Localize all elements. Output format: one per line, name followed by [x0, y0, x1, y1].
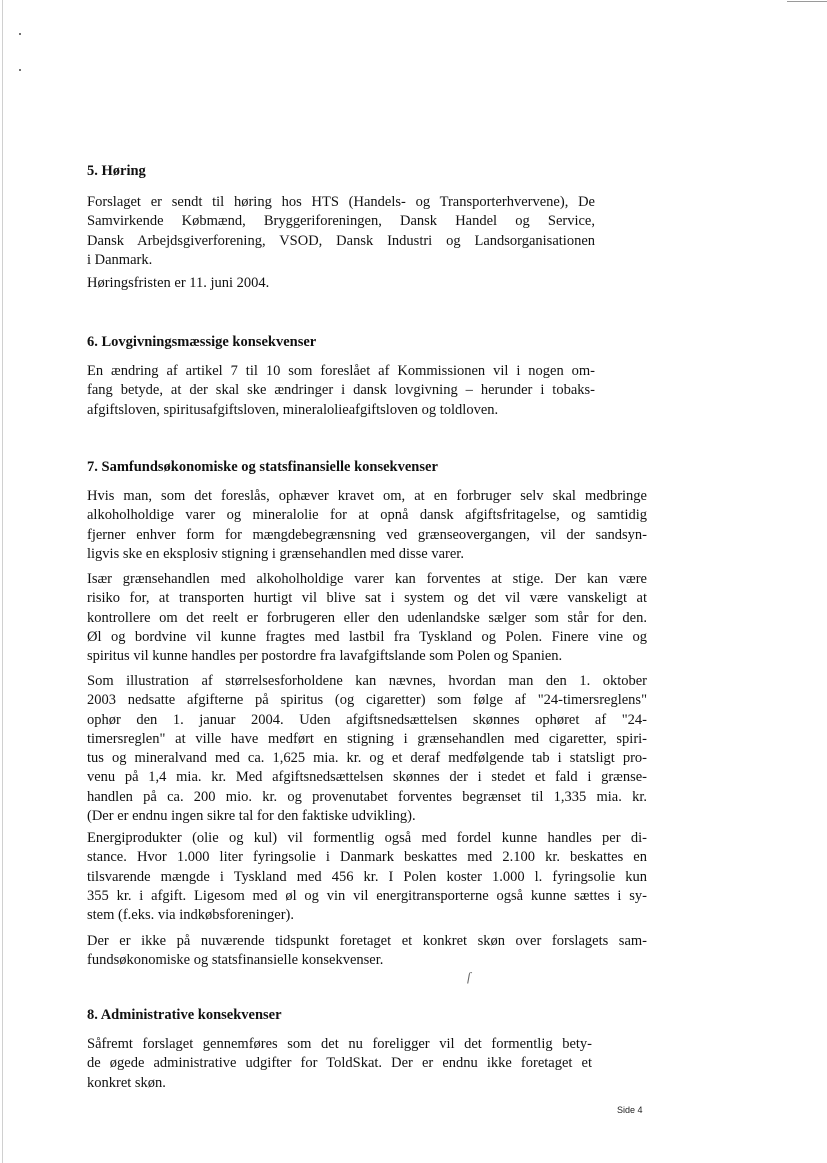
scan-dot — [19, 69, 21, 71]
page-number: Side 4 — [617, 1105, 643, 1115]
text-line: alkoholholdige varer og mineralolie for at opnå dansk afgiftsfritagelse, og samtidig — [87, 507, 647, 524]
text-line: Såfremt forslaget gennemføres som det nu foreligger vil det formentlig bety- — [87, 1036, 592, 1052]
text-line: ligvis ske en eksplosiv stigning i grænsehandlen med disse varer. — [87, 545, 464, 562]
text-line: stance. Hvor 1.000 liter fyringsolie i Danmark beskattes med 2.100 kr. beskattes en — [87, 849, 647, 866]
text-line: afgiftsloven, spiritusafgiftsloven, mineralolieafgiftsloven og toldloven. — [87, 401, 499, 418]
section-heading: 7. Samfundsøkonomiske og statsfinansielle konsekvenser — [87, 459, 438, 475]
text-line: Forslaget er sendt til høring hos HTS (Handels- og Transporterhvervene), De — [87, 194, 595, 210]
text-line: spiritus vil kunne handles per postordre fra lavafgiftslande som Polen og Spanien. — [87, 648, 563, 665]
text-line: tus og mineralvand med ca. 1,625 mia. kr. og et deraf medfølgende tab i statsligt pro- — [87, 750, 647, 767]
text-line: Energiprodukter (olie og kul) vil formentlig også med fordel kunne handles per di- — [87, 830, 647, 846]
scan-top-mark — [787, 1, 827, 2]
text-line: handlen på ca. 200 mio. kr. og provenutabet forventes begrænset til 1,335 mia. kr. — [87, 788, 647, 805]
paragraph — [87, 274, 595, 293]
text-line: venu på 1,4 mia. kr. Med afgiftsnedsættelsen skønnes der i stedet et fald i grænse- — [87, 769, 647, 786]
text-line: Dansk Arbejdsgiverforening, VSOD, Dansk Industri og Landsorganisationen — [87, 232, 595, 249]
text-line: konkret skøn. — [87, 1074, 166, 1091]
text-line: fjerner enhver form for mængdebegrænsning ved grænseovergangen, vil der sandsyn- — [87, 526, 647, 543]
pen-mark: ſ — [467, 969, 471, 984]
text-line: timersreglen" at ville have medført en stigning i grænsehandlen med cigaretter, spiri- — [87, 730, 647, 747]
section-heading: 6. Lovgivningsmæssige konsekvenser — [87, 334, 317, 350]
paragraph — [87, 570, 647, 666]
text-line: 2003 nedsatte afgifterne på spiritus (og cigaretter) som følge af "24-timersreglens" — [87, 692, 647, 709]
text-line: ophør den 1. januar 2004. Uden afgiftsnedsættelsen skønnes ophøret af "24- — [87, 711, 647, 728]
text-line: Øl og bordvine vil kunne fragtes med lastbil fra Tyskland og Polen. Finere vine og — [87, 628, 647, 645]
paragraph — [87, 932, 647, 971]
scan-edge-line — [2, 0, 3, 1163]
text-line: 355 kr. i afgift. Ligesom med øl og vin vil energitransporterne også kunne sættes i sy- — [87, 887, 647, 904]
text-line: kontrollere om det reelt er forbrugeren eller den udenlandske sælger som står for den. — [87, 609, 647, 626]
text-line: Som illustration af størrelsesforholdene kan nævnes, hvordan man den 1. oktober — [87, 673, 647, 689]
paragraph — [87, 1035, 592, 1093]
text-line: Høringsfristen er 11. juni 2004. — [87, 275, 270, 291]
text-line: En ændring af artikel 7 til 10 som foreslået af Kommissionen vil i nogen om- — [87, 363, 595, 379]
paragraph — [87, 672, 647, 826]
text-line: Samvirkende Købmænd, Bryggeriforeningen, Dansk Handel og Service, — [87, 213, 595, 230]
text-line: de øgede administrative udgifter for ToldSkat. Der er endnu ikke foretaget et — [87, 1055, 592, 1072]
text-line: risiko for, at transporten hurtigt vil blive sat i system og det vil være vanskeligt at — [87, 590, 647, 607]
scan-dot — [19, 33, 21, 35]
text-line: fundsøkonomiske og statsfinansielle konsekvenser. — [87, 952, 384, 969]
text-line: tilsvarende mængde i Tyskland med 456 kr. I Polen koster 1.000 l. fyringsolie kun — [87, 868, 647, 885]
text-line: Hvis man, som det foreslås, ophæver kravet om, at en forbruger selv skal medbringe — [87, 488, 647, 504]
paragraph — [87, 362, 595, 420]
text-line: stem (f.eks. via indkøbsforeninger). — [87, 907, 294, 924]
paragraph — [87, 193, 595, 270]
text-line: fang betyde, at der skal ske ændringer i dansk lovgivning – herunder i tobaks- — [87, 382, 595, 399]
section-heading: 5. Høring — [87, 163, 146, 179]
text-line: i Danmark. — [87, 251, 153, 268]
text-line: Især grænsehandlen med alkoholholdige varer kan forventes at stige. Der kan være — [87, 571, 647, 587]
text-line: (Der er endnu ingen sikre tal for den faktiske udvikling). — [87, 808, 416, 825]
section-heading: 8. Administrative konsekvenser — [87, 1007, 282, 1023]
text-line: Der er ikke på nuværende tidspunkt foretaget et konkret skøn over forslagets sam- — [87, 933, 647, 949]
paragraph — [87, 829, 647, 925]
paragraph — [87, 487, 647, 564]
